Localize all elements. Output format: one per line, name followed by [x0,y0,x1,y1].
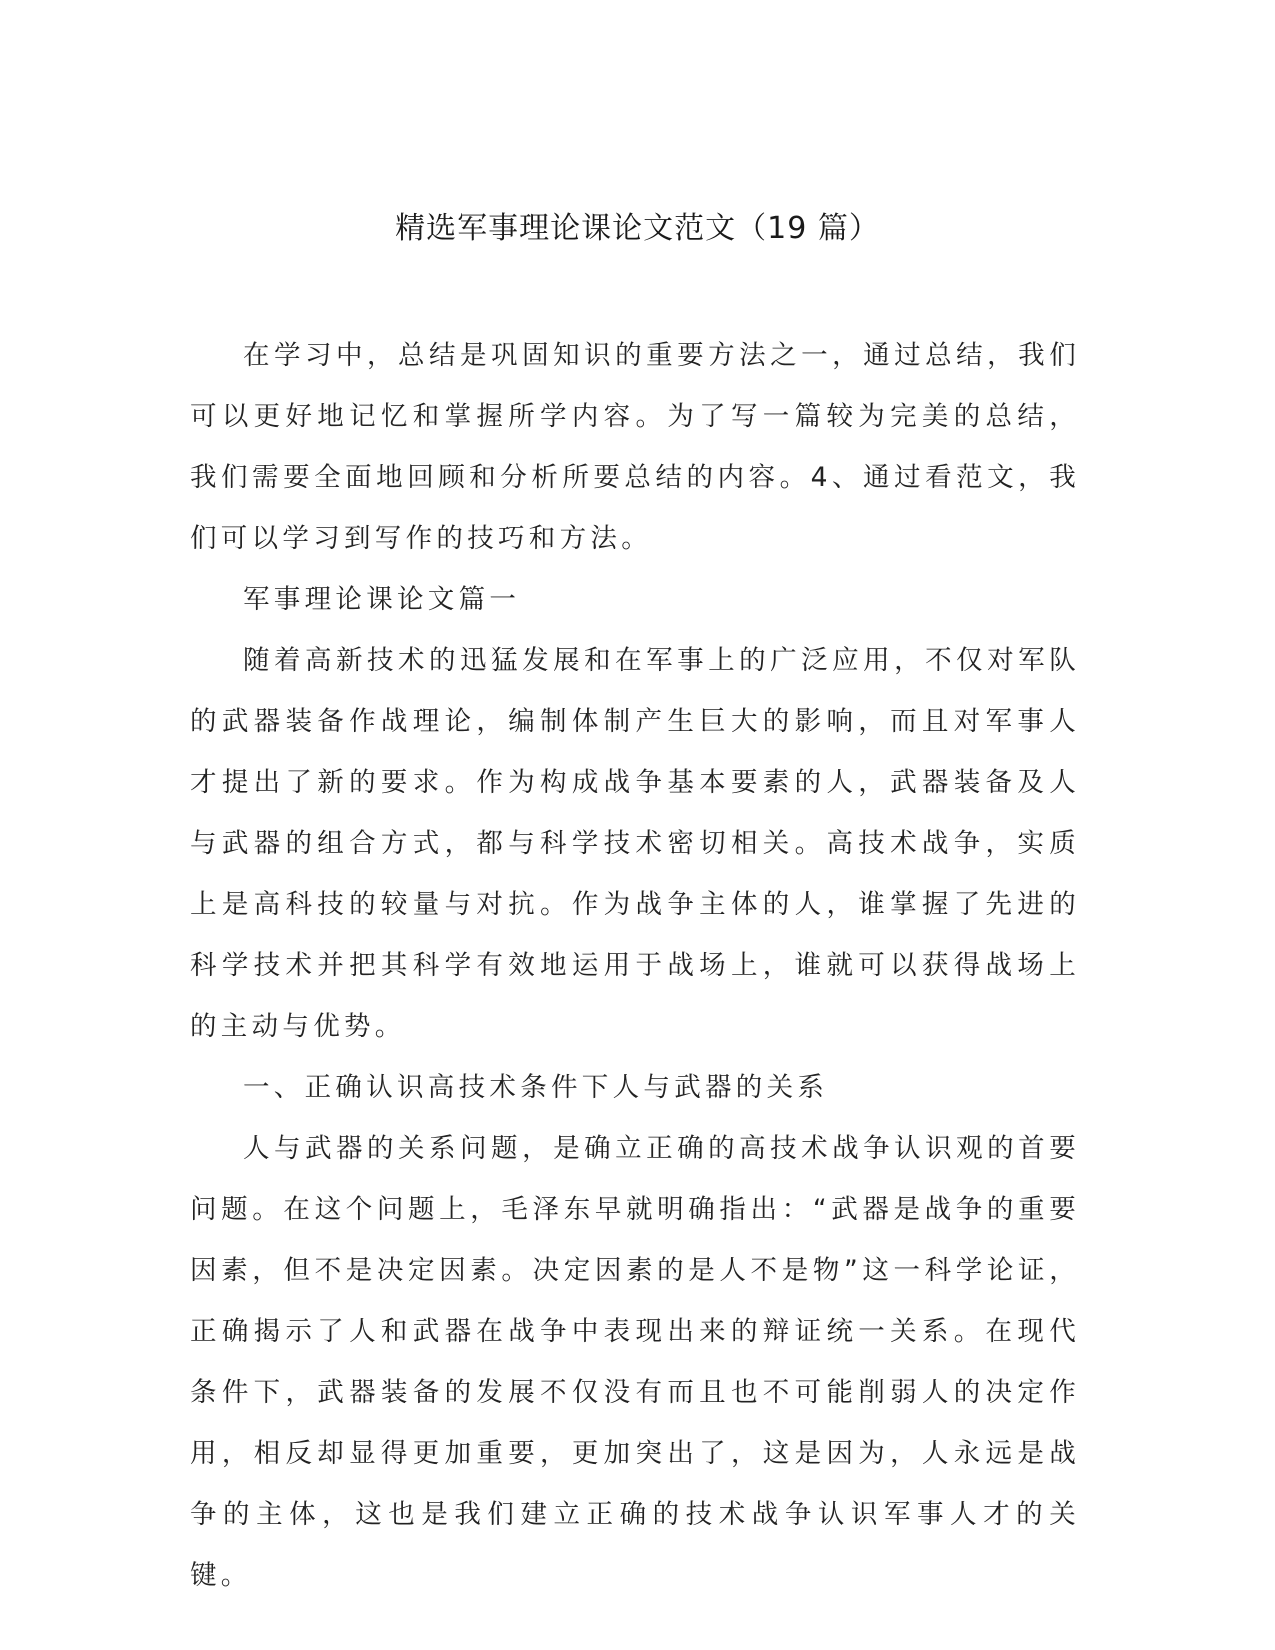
section-heading: 军事理论课论文篇一 [243,584,521,615]
document-body [190,325,1080,1606]
document-title: 精选军事理论课论文范文（19 篇） [395,211,880,246]
body-paragraph: 随着高新技术的迅猛发展和在军事上的广泛应用，不仅对军队的武器装备作战理论，编制体制产生巨大的影响，而且对军事人才提出了新的要求。作为构成战争基本要素的人，武器装备及人与武器的组合方式，都与科学技术密切相关。高技术战争，实质上是高科技的较量与对抗。作为战争主体的人，谁掌握了先进的科学技术并把其科学有效地运用于战场上，谁就可以获得战场上的主动与优势。 [190,645,1080,1042]
subsection-heading: 一、正确认识高技术条件下人与武器的关系 [243,1072,829,1103]
body-paragraph: 人与武器的关系问题，是确立正确的高技术战争认识观的首要问题。在这个问题上，毛泽东早就明确指出：“武器是战争的重要因素，但不是决定因素。决定因素的是人不是物”这一科学论证，正确揭示了人和武器在战争中表现出来的辩证统一关系。在现代条件下，武器装备的发展不仅没有而且也不可能削弱人的决定作用，相反却显得更加重要，更加突出了，这是因为，人永远是战争的主体，这也是我们建立正确的技术战争认识军事人才的关键。 [190,1133,1080,1591]
intro-paragraph: 在学习中，总结是巩固知识的重要方法之一，通过总结，我们可以更好地记忆和掌握所学内容。为了写一篇较为完美的总结，我们需要全面地回顾和分析所要总结的内容。4、通过看范文，我们可以学习到写作的技巧和方法。 [190,340,1080,554]
